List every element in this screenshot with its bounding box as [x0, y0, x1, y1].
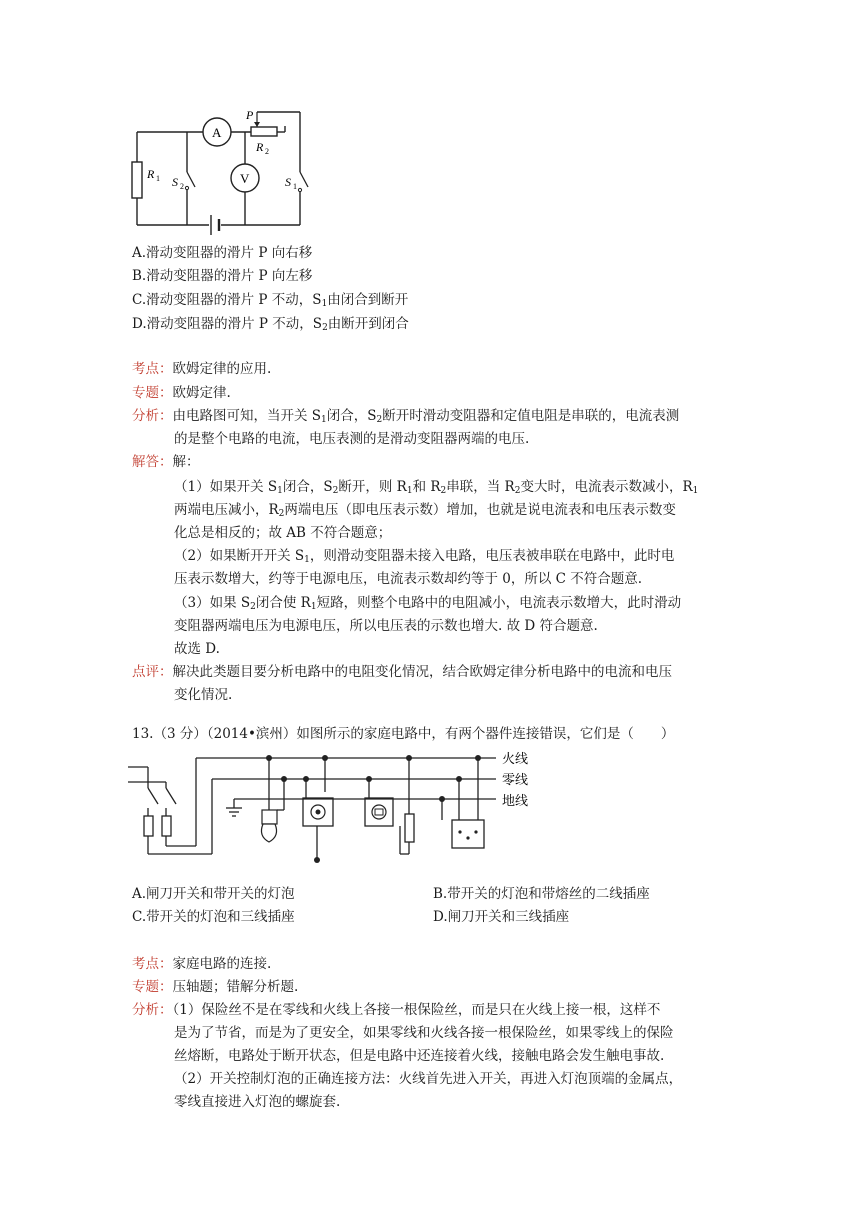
- text: 短路，则整个电路中的电阻减小，电流表示数增大，此时滑动: [316, 595, 682, 611]
- label: 点评：: [132, 664, 173, 680]
- text: 断开时滑动变阻器和定值电阻是串联的，电流表测: [382, 408, 680, 424]
- text: D.滑动变阻器的滑片 P 不动，S: [132, 316, 323, 332]
- sub: 2: [322, 323, 328, 333]
- q13-option-b: B.带开关的灯泡和带熔丝的二线插座: [433, 886, 650, 902]
- text: 闭合使 R: [255, 595, 311, 611]
- q12-zhuanti: [132, 383, 231, 403]
- text: 和 R: [412, 479, 441, 495]
- sub: 2: [514, 486, 521, 496]
- text: 由闭合到断开: [327, 292, 409, 308]
- s2-sub: 2: [180, 182, 184, 191]
- ground-wire-label: 地线: [502, 793, 529, 808]
- text: 欧姆定律的应用.: [172, 361, 272, 377]
- sub: 1: [692, 486, 699, 496]
- text: 由电路图可知，当开关 S: [172, 408, 322, 424]
- r1-resistor: [132, 162, 142, 198]
- q12-jieda-p2-l2: 压表示数增大，约等于电源电压，电流表示数却约等于 0，所以 C 不符合题意.: [174, 571, 643, 587]
- label: 专题：: [132, 385, 173, 401]
- q12-jieda-p1-l2: [174, 500, 676, 520]
- q12-jieda-p2-l1: [174, 546, 674, 566]
- text: 压轴题；错解分析题.: [172, 979, 299, 995]
- q13-option-a: A.闸刀开关和带开关的灯泡: [132, 886, 295, 902]
- q13-option-d: D.闸刀开关和三线插座: [433, 909, 570, 925]
- fused-socket-icon: [372, 805, 386, 819]
- text: （1）如果开关 S: [174, 479, 278, 495]
- q13-fenxi-l1: [132, 1000, 660, 1020]
- q12-option-a: A.滑动变阻器的滑片 P 向右移: [132, 245, 313, 261]
- text: （1）保险丝不是在零线和火线上各接一根保险丝，而是只在火线上接一根，这样不: [172, 1002, 661, 1018]
- text: （2）如果断开开关 S: [174, 548, 305, 564]
- text: 解：: [172, 454, 200, 470]
- text: 闭合，S: [282, 479, 333, 495]
- sub: 2: [440, 486, 447, 496]
- q12-option-b: B.滑动变阻器的滑片 P 向左移: [132, 268, 313, 284]
- neutral-wire-label: 零线: [502, 772, 529, 787]
- q13-circuit-diagram: [128, 750, 538, 875]
- q12-fenxi-line1: [132, 406, 679, 426]
- live-wire-label: 火线: [502, 751, 529, 766]
- text: 变大时，电流表示数减小，R: [520, 479, 693, 495]
- q12-jieda-p3-l2: 变阻器两端电压为电源电压，所以电压表的示数也增大. 故 D 符合题意.: [174, 618, 598, 634]
- ammeter-label: A: [212, 125, 222, 140]
- text: C.滑动变阻器的滑片 P 不动，S: [132, 292, 322, 308]
- q12-option-d: [132, 314, 409, 334]
- q13-fenxi-l4: （2）开关控制灯泡的正确连接方法：火线首先进入开关，再进入灯泡顶端的金属点，: [174, 1071, 683, 1087]
- q12-jieda-p4: 故选 D.: [174, 641, 220, 657]
- q13-option-c: C.带开关的灯泡和三线插座: [132, 909, 295, 925]
- text: 由断开到闭合: [327, 316, 409, 332]
- q13-fenxi-l5: 零线直接进入灯泡的螺旋套.: [174, 1094, 341, 1110]
- q12-jieda-p1-l3: 化总是相反的；故 AB 不符合题意；: [174, 525, 392, 541]
- label: 考点：: [132, 361, 173, 377]
- sub: 1: [310, 602, 317, 612]
- q12-kaodian: [132, 359, 271, 379]
- label: 解答：: [132, 454, 173, 470]
- s1-sub: 1: [293, 182, 297, 191]
- r1-sub: 1: [156, 174, 160, 183]
- text: 串联，当 R: [446, 479, 515, 495]
- q12-dianping-l1: [132, 662, 672, 682]
- text: 断开，则 R: [338, 479, 407, 495]
- q13-stem: 13.（3 分）（2014•滨州）如图所示的家庭电路中，有两个器件连接错误，它们是（ ）: [132, 726, 675, 742]
- label: 考点：: [132, 956, 173, 972]
- text: 家庭电路的连接.: [172, 956, 272, 972]
- sub: 2: [376, 415, 383, 425]
- r2-rheostat: [251, 127, 277, 136]
- text: ，则滑动变阻器未接入电路，电压表被串联在电路中，此时电: [309, 548, 675, 564]
- text: 闭合，S: [326, 408, 377, 424]
- sub: 1: [406, 486, 413, 496]
- sub: 1: [277, 486, 283, 496]
- sub: 1: [321, 299, 328, 309]
- voltmeter-label: V: [240, 171, 250, 186]
- three-hole-socket-icon: [458, 830, 477, 839]
- label: 分析：: [132, 408, 173, 424]
- r2-sub: 2: [265, 147, 269, 156]
- q12-jieda-head: [132, 452, 200, 472]
- text: 欧姆定律.: [172, 385, 231, 401]
- q13-fenxi-l2: 是为了节省，而是为了更安全，如果零线和火线各接一根保险丝，如果零线上的保险: [174, 1025, 674, 1041]
- sub: 1: [321, 415, 327, 425]
- text: 两端电压减小，R: [174, 502, 279, 518]
- q12-circuit-diagram: [125, 100, 315, 245]
- s2-label: S: [172, 175, 178, 189]
- q13-fenxi-l3: 丝熔断，电路处于断开状态，但是电路中还连接着火线，接触电路会发生触电事故.: [174, 1048, 665, 1064]
- sub: 2: [332, 486, 339, 496]
- sub: 2: [250, 602, 256, 612]
- lamp-icon: [261, 810, 277, 842]
- q12-dianping-l2: 变化情况.: [174, 687, 233, 703]
- q12-option-c: [132, 290, 408, 310]
- q13-kaodian: [132, 954, 271, 974]
- text: 解决此类题目要分析电路中的电阻变化情况，结合欧姆定律分析电路中的电流和电压: [172, 664, 672, 680]
- label: 分析：: [132, 1002, 173, 1018]
- text: （3）如果 S: [174, 595, 251, 611]
- r1-label: R: [147, 167, 155, 181]
- s1-label: S: [285, 175, 291, 189]
- label: 专题：: [132, 979, 173, 995]
- sub: 1: [304, 555, 310, 565]
- q12-jieda-p3-l1: [174, 593, 681, 613]
- q13-zhuanti: [132, 977, 298, 997]
- q12-fenxi-line2: 的是整个电路的电流，电压表测的是滑动变阻器两端的电压.: [174, 431, 530, 447]
- q12-jieda-p1-l1: [174, 477, 698, 497]
- p-label: P: [246, 108, 254, 122]
- text: 两端电压（即电压表示数）增加，也就是说电流表和电压表示数变: [284, 502, 676, 518]
- sub: 2: [278, 509, 285, 519]
- r2-label: R: [256, 140, 264, 154]
